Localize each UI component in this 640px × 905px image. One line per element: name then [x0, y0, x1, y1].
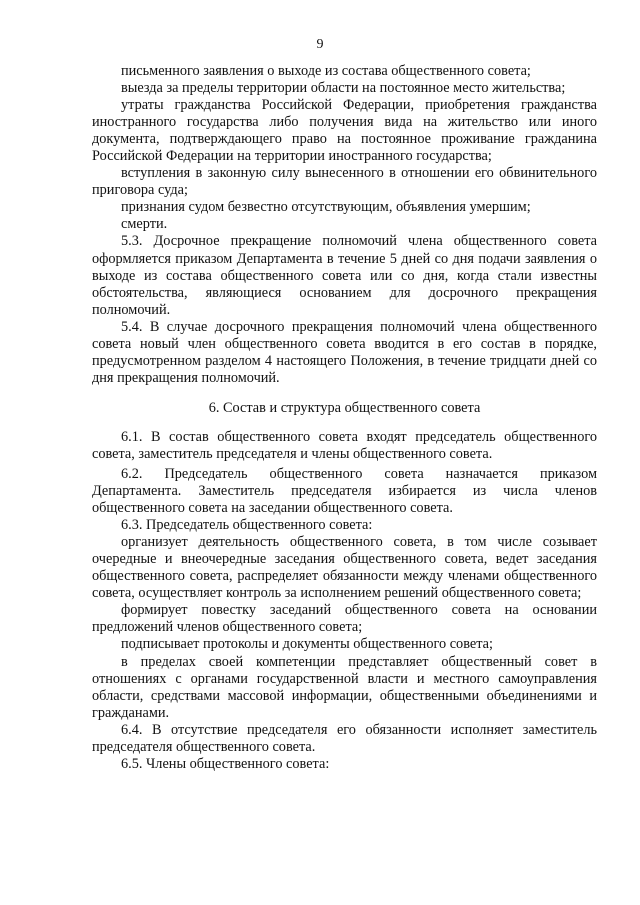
list-item-court-verdict: вступления в законную силу вынесенного в отношении его обвинительного приговора суда;: [92, 165, 597, 199]
list-item-death: смерти.: [121, 216, 168, 233]
clause-6-5: 6.5. Члены общественного совета:: [121, 755, 330, 772]
list-item-written-statement: письменного заявления о выходе из состава общественного совета;: [121, 63, 531, 79]
clause-6-1: 6.1. В состав общественного совета входят председатель общественного совета, заместитель председателя и члены общественного совета.: [92, 428, 597, 462]
page-number: 9: [316, 37, 324, 52]
clause-6-2: 6.2. Председатель общественного совета назначается приказом Департамента. Заместитель председателя избирается из числа членов общественного совета на заседании общественного совета.: [92, 465, 597, 517]
chairman-duty-sign: подписывает протоколы и документы общественного совета;: [121, 636, 493, 653]
section-heading: 6. Состав и структура общественного совета: [208, 399, 481, 416]
list-item-departure: выезда за пределы территории области на постоянное место жительства;: [121, 80, 566, 97]
list-item-citizenship-loss: утраты гражданства Российской Федерации, приобретения гражданства иностранного государства либо получения вида на жительство или иного документа, подтверждающего право на постоянное проживание гражданина Российской Федерации на территории иностранного государства;: [92, 97, 597, 165]
chairman-duty-agenda: формирует повестку заседаний общественного совета на основании предложений членов общественного совета;: [92, 602, 597, 636]
document-body: [92, 63, 597, 773]
clause-5-3: 5.3. Досрочное прекращение полномочий члена общественного совета оформляется приказом Департамента в течение 5 дней со дня подачи заявления о выходе из состава общественного совета или со дня, когда стали известны обстоятельства, являющиеся основанием для досрочного прекращения полномочий.: [92, 233, 597, 318]
list-item-missing-declared: признания судом безвестно отсутствующим, объявления умершим;: [121, 199, 531, 216]
clause-6-4: 6.4. В отсутствие председателя его обязанности исполняет заместитель председателя общественного совета.: [92, 721, 597, 755]
clause-5-4: 5.4. В случае досрочного прекращения полномочий члена общественного совета новый член общественного совета вводится в его состав в порядке, предусмотренном разделом 4 настоящего Положения, в течение тридцати дней со дня прекращения полномочий.: [92, 318, 597, 386]
chairman-duty-organize: организует деятельность общественного совета, в том числе созывает очередные и внеочередные заседания общественного совета, ведет заседания общественного совета, распределяет обязанности между членами общественного совета, осуществляет контроль за исполнением решений общественного совета;: [92, 534, 597, 602]
clause-6-3: 6.3. Председатель общественного совета:: [121, 517, 373, 534]
chairman-duty-represent: в пределах своей компетенции представляет общественный совет в отношениях с органами государственной власти и местного самоуправления области, средствами массовой информации, общественными объединениями и гражданами.: [92, 653, 597, 721]
